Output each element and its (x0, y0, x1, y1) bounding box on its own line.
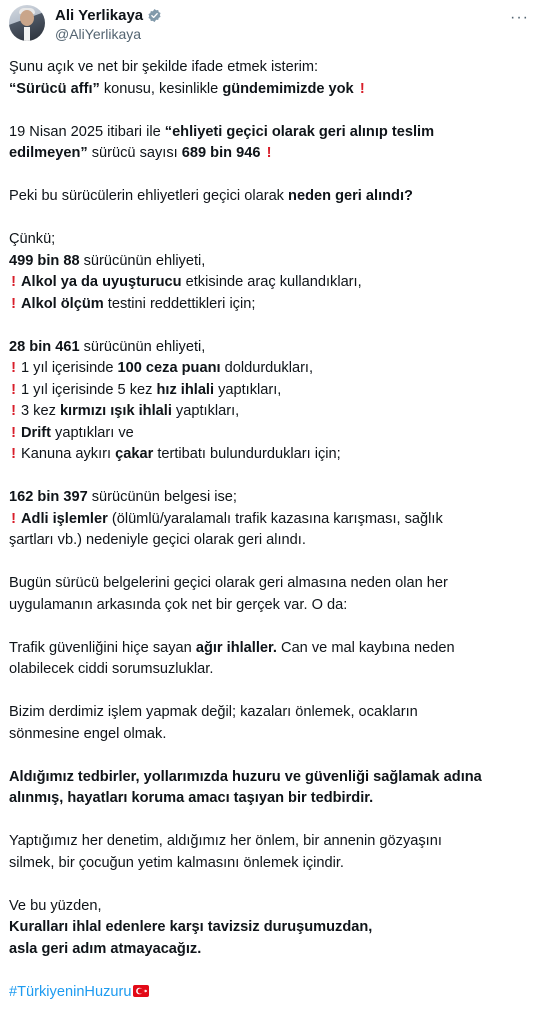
text-run: hız ihlali (156, 381, 215, 398)
text-run: ağır ihlaller. (195, 639, 277, 656)
text-line (9, 358, 534, 380)
text-run: Alkol ya da uyuşturucu (21, 274, 182, 290)
text-run: yaptıkları, (214, 381, 282, 398)
text-run: Adli işlemler (21, 510, 108, 527)
text-run: 499 bin 88 (9, 252, 80, 269)
spacer (9, 745, 534, 767)
text-line (9, 638, 534, 660)
text-line (9, 724, 534, 746)
text-run: kırmızı ışık ihlali (59, 403, 172, 419)
text-run: Ve bu yüzden, (9, 897, 102, 914)
text-run: 3 kez (21, 403, 60, 419)
text-line (9, 939, 534, 961)
turkey-flag-icon (133, 985, 149, 997)
text-line (9, 272, 534, 294)
exclamation-icon: ! (11, 403, 16, 419)
text-line (9, 380, 534, 402)
text-run: doldurdukları, (220, 360, 314, 376)
text-line (9, 423, 534, 445)
avatar[interactable] (9, 5, 45, 41)
text-run: olabilecek ciddi sorumsuzluklar. (9, 661, 214, 677)
text-line (9, 143, 534, 165)
text-run: Bugün sürücü belgelerini geçici olarak geri almasına neden olan her (9, 575, 448, 591)
text-line (9, 896, 534, 918)
spacer (9, 616, 534, 638)
text-run: neden geri alındı? (288, 188, 413, 204)
text-line (9, 251, 534, 273)
text-run: 162 bin 397 (9, 489, 88, 505)
text-run: alınmış, hayatları koruma amacı taşıyan bir tedbirdir. (9, 790, 374, 806)
text-run: sürücü sayısı (87, 145, 182, 161)
text-line (9, 702, 534, 724)
avatar-shirt (24, 27, 30, 41)
text-run: (ölümlü/yaralamalı trafik kazasına karışması, sağlık (107, 510, 443, 527)
text-line (9, 444, 534, 466)
text-line (9, 294, 534, 316)
text-line (9, 788, 534, 810)
text-line (9, 79, 534, 101)
text-run: Aldığımız tedbirler, yollarımızda huzuru ve güvenliği sağlamak adına (9, 768, 482, 785)
text-run: şartları vb.) nedeniyle geçici olarak geri alındı. (9, 532, 306, 548)
text-run: Kuralları ihlal edenlere karşı tavizsiz duruşumuzdan, (9, 919, 373, 935)
text-line (9, 530, 534, 552)
text-line (9, 917, 534, 939)
text-line (9, 229, 534, 251)
text-line (9, 573, 534, 595)
spacer (9, 681, 534, 703)
text-run: silmek, bir çocuğun yetim kalmasını önlemek içindir. (9, 854, 344, 871)
text-run: sürücünün belgesi ise; (87, 489, 237, 505)
text-run: yaptıkları, (171, 403, 240, 419)
exclamation-icon: ! (11, 295, 16, 312)
exclamation-icon: ! (11, 510, 16, 527)
text-run: Yaptığımız her denetim, aldığımız her önlem, bir annenin gözyaşını (9, 833, 442, 849)
text-run: Drift (21, 424, 51, 441)
more-options-icon[interactable]: ··· (510, 9, 529, 26)
text-run: 19 Nisan 2025 itibari ile (9, 123, 165, 140)
tweet-header (9, 3, 529, 43)
text-run: Peki bu sürücülerin ehliyetleri geçici olarak (9, 188, 289, 204)
text-run: 28 bin 461 (9, 338, 80, 355)
text-line (9, 509, 534, 531)
name-row (55, 7, 162, 24)
text-run: edilmeyen” (9, 145, 88, 161)
handle[interactable]: @AliYerlikaya (55, 26, 142, 42)
text-run: sürücünün ehliyeti, (79, 338, 206, 355)
exclamation-icon: ! (11, 446, 16, 462)
text-run: Alkol ölçüm (21, 295, 104, 312)
text-run: sürücünün ehliyeti, (79, 252, 206, 269)
hashtag-link[interactable]: #TürkiyeninHuzuru (9, 983, 132, 1000)
text-run: testini reddettikleri için; (103, 295, 256, 312)
text-run: “ehliyeti geçici olarak geri alınıp teslim (164, 123, 435, 140)
text-line (9, 595, 534, 617)
text-line (9, 186, 534, 208)
text-run: asla geri adım atmayacağız. (9, 940, 202, 957)
text-run: çakar (115, 446, 154, 462)
text-line (9, 57, 534, 79)
exclamation-icon: ! (359, 80, 365, 97)
text-run: uygulamanın arkasında çok net bir gerçek var. O da: (9, 596, 348, 613)
text-run: “Sürücü affı” (9, 80, 100, 97)
text-run: 689 bin 946 (181, 145, 261, 161)
text-run: Can ve mal kaybına neden (276, 639, 455, 656)
tweet-text (9, 57, 534, 1003)
spacer (9, 960, 534, 982)
exclamation-icon: ! (11, 424, 16, 441)
text-run: 100 ceza puanı (117, 360, 221, 376)
text-line (9, 337, 534, 359)
text-line (9, 122, 534, 144)
text-run: Trafik güvenliğini hiçe sayan (9, 639, 196, 656)
text-run: Bizim derdimiz işlem yapmak değil; kazaları önlemek, ocakların (9, 704, 418, 720)
text-line (9, 767, 534, 789)
spacer (9, 810, 534, 832)
display-name[interactable]: Ali Yerlikaya (55, 7, 144, 24)
text-run: tertibatı bulundurdukları için; (153, 446, 341, 462)
avatar-face (20, 10, 34, 26)
text-run: Kanuna aykırı (21, 446, 116, 462)
spacer (9, 466, 534, 488)
spacer (9, 315, 534, 337)
text-line (9, 659, 534, 681)
text-run: yaptıkları ve (51, 424, 134, 441)
spacer (9, 552, 534, 574)
exclamation-icon: ! (266, 145, 272, 161)
text-run: 1 yıl içerisinde 5 kez (21, 381, 157, 398)
text-run: gündemimizde yok (222, 80, 354, 97)
exclamation-icon: ! (11, 274, 16, 290)
text-run: Çünkü; (9, 231, 56, 247)
text-run: konusu, kesinlikle (99, 80, 223, 97)
exclamation-icon: ! (11, 360, 16, 376)
verified-badge-icon (147, 8, 162, 23)
spacer (9, 100, 534, 122)
text-run: 1 yıl içerisinde (21, 360, 118, 376)
exclamation-icon: ! (11, 381, 16, 398)
spacer (9, 874, 534, 896)
text-run: sönmesine engel olmak. (9, 725, 167, 742)
text-line (9, 982, 534, 1004)
spacer (9, 165, 534, 187)
text-line (9, 853, 534, 875)
text-line (9, 401, 534, 423)
spacer (9, 208, 534, 230)
text-run: etkisinde araç kullandıkları, (181, 274, 362, 290)
text-line (9, 487, 534, 509)
text-run: Şunu açık ve net bir şekilde ifade etmek isterim: (9, 59, 319, 75)
text-line (9, 831, 534, 853)
